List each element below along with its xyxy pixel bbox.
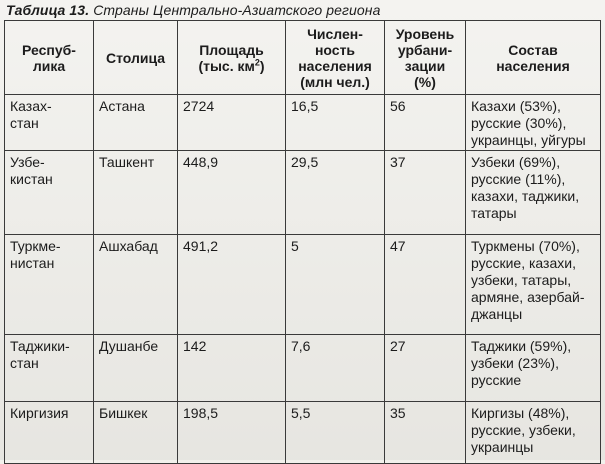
cell-capital: Душанбе: [94, 335, 178, 402]
cell-capital: Ашхабад: [94, 235, 178, 335]
cell-republic: Таджики- стан: [5, 335, 94, 402]
cell-area: 448,9: [178, 151, 286, 235]
header-area: [178, 21, 286, 95]
cell-composition: Узбеки (69%), русские (11%), казахи, таджики, татары: [466, 151, 601, 235]
cell-area: 491,2: [178, 235, 286, 335]
table-row: [5, 235, 601, 335]
cell-composition: Казахи (53%), русские (30%), украинцы, уйгуры: [466, 95, 601, 151]
cell-population: 5: [286, 235, 385, 335]
header-republic: Респуб- лика: [5, 21, 94, 95]
table-row: [5, 335, 601, 402]
cell-urbanization: 56: [385, 95, 466, 151]
cell-republic: Казах- стан: [5, 95, 94, 151]
cell-republic: Туркме- нистан: [5, 235, 94, 335]
cell-population: 29,5: [286, 151, 385, 235]
cell-capital: Ташкент: [94, 151, 178, 235]
table-title: Страны Центрально-Азиатского региона: [93, 2, 381, 18]
cell-population: 7,6: [286, 335, 385, 402]
header-area-text: Площадь (тыс. км: [198, 41, 264, 74]
cell-capital: Бишкек: [94, 402, 178, 464]
cell-republic: Киргизия: [5, 402, 94, 464]
header-capital: Столица: [94, 21, 178, 95]
table-caption: [6, 2, 380, 18]
cell-population: 16,5: [286, 95, 385, 151]
header-area-sup: 2: [254, 56, 260, 67]
cell-urbanization: 35: [385, 402, 466, 464]
table-row: [5, 151, 601, 235]
cell-urbanization: 47: [385, 235, 466, 335]
countries-table: [4, 20, 601, 464]
table-header-row: [5, 21, 601, 95]
cell-urbanization: 37: [385, 151, 466, 235]
header-urbanization: Уровень урбани- зации (%): [385, 21, 466, 95]
cell-area: 2724: [178, 95, 286, 151]
header-population: Числен- ность населения (млн чел.): [286, 21, 385, 95]
header-composition: Состав населения: [466, 21, 601, 95]
table-row: [5, 402, 601, 464]
table-number: Таблица 13.: [6, 2, 90, 18]
cell-composition: Таджики (59%), узбеки (23%), русские: [466, 335, 601, 402]
cell-population: 5,5: [286, 402, 385, 464]
cell-capital: Астана: [94, 95, 178, 151]
cell-area: 142: [178, 335, 286, 402]
header-area-end: ): [259, 57, 265, 74]
cell-area: 198,5: [178, 402, 286, 464]
cell-republic: Узбе- кистан: [5, 151, 94, 235]
table-row: [5, 95, 601, 151]
cell-composition: Туркмены (70%), русские, казахи, узбеки, татары, армяне, азербай- джанцы: [466, 235, 601, 335]
cell-urbanization: 27: [385, 335, 466, 402]
cell-composition: Киргизы (48%), русские, узбеки, украинцы: [466, 402, 601, 464]
